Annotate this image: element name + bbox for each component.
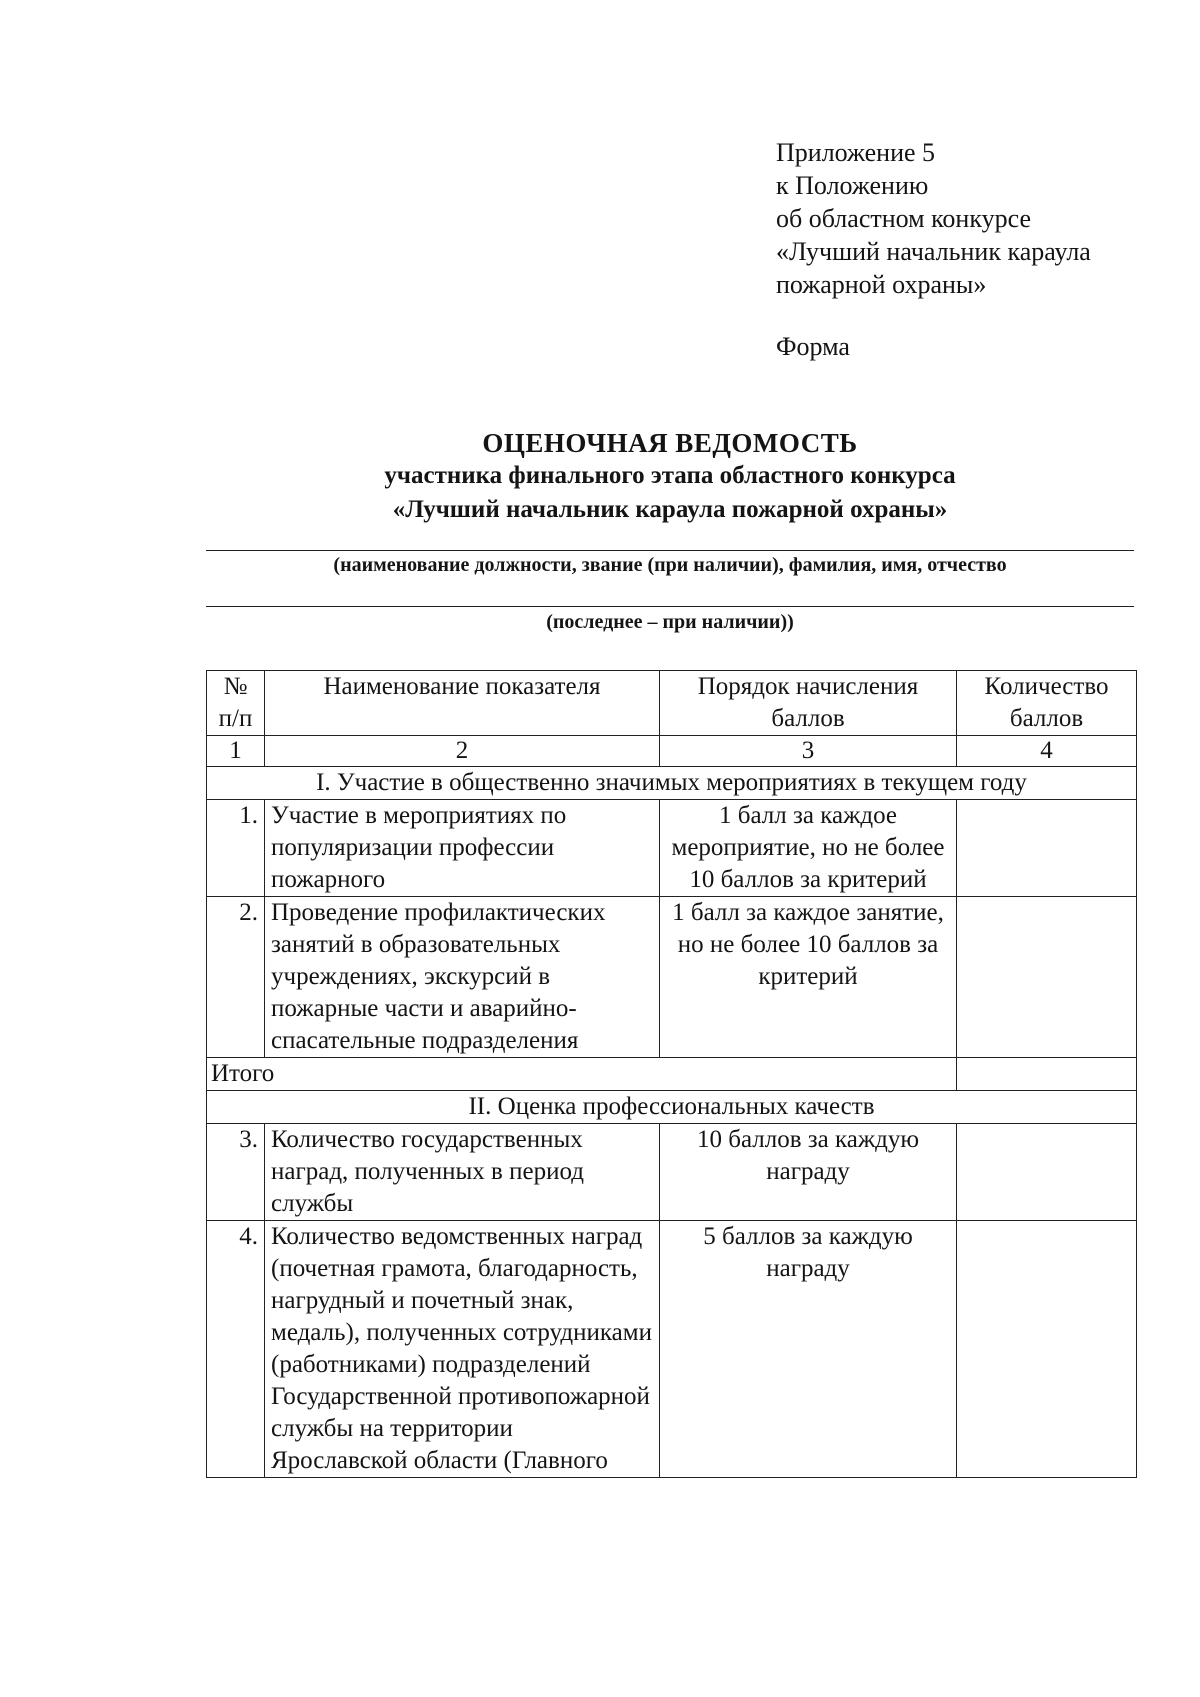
fill-in-caption: (последнее – при наличии)) — [546, 611, 794, 633]
fill-in-line — [206, 606, 1134, 607]
appendix-block — [776, 136, 1091, 363]
column-number: 2 — [265, 736, 660, 767]
table-row — [207, 1124, 1137, 1221]
row-indicator: Количество ведомственных наград (почетная грамота, благодарность, нагрудный и почетный знак, медаль), полученных сотрудниками (работниками) подразделений Государственной противопожарной службы на территории Ярославской области (Главного — [265, 1221, 660, 1478]
row-indicator: Участие в мероприятиях по популяризации профессии пожарного — [265, 800, 660, 897]
appendix-line: «Лучший начальник караула — [776, 237, 1091, 266]
appendix-line: об областном конкурсе — [776, 204, 1031, 233]
document-title: ОЦЕНОЧНАЯ ВЕДОМОСТЬ — [482, 428, 858, 458]
fill-in-caption: (наименование должности, звание (при наличии), фамилия, имя, отчество — [333, 554, 1007, 576]
row-indicator: Проведение профилактических занятий в образовательных учреждениях, экскурсий в пожарные части и аварийно-спасательные подразделения — [265, 897, 660, 1058]
section-title: II. Оценка профессиональных качеств — [207, 1091, 1137, 1124]
row-points-cell[interactable] — [957, 897, 1137, 1058]
appendix-line: к Положению — [776, 171, 929, 200]
column-number-row — [207, 736, 1137, 767]
table-row — [207, 897, 1137, 1058]
header-indicator: Наименование показателя — [265, 671, 660, 736]
row-num: 2. — [207, 897, 265, 1058]
row-procedure: 1 балл за каждое мероприятие, но не более 10 баллов за критерий — [660, 800, 957, 897]
total-points-cell[interactable] — [957, 1058, 1137, 1091]
row-num: 1. — [207, 800, 265, 897]
header-procedure: Порядок начисления баллов — [660, 671, 957, 736]
row-points-cell[interactable] — [957, 1221, 1137, 1478]
row-procedure: 10 баллов за каждую награду — [660, 1124, 957, 1221]
document-subtitle: участника финального этапа областного конкурса — [384, 462, 956, 489]
appendix-line: Приложение 5 — [776, 138, 936, 167]
column-number: 4 — [957, 736, 1137, 767]
fill-in-line — [206, 550, 1134, 551]
table-row — [207, 800, 1137, 897]
column-number: 1 — [207, 736, 265, 767]
document-subtitle-contest: «Лучший начальник караула пожарной охраны» — [392, 496, 948, 523]
score-table — [206, 670, 1137, 1478]
table-row — [207, 1221, 1137, 1478]
total-label: Итого — [207, 1058, 957, 1091]
row-num: 3. — [207, 1124, 265, 1221]
row-indicator: Количество государственных наград, полученных в период службы — [265, 1124, 660, 1221]
row-points-cell[interactable] — [957, 1124, 1137, 1221]
total-row — [207, 1058, 1137, 1091]
section-row — [207, 1091, 1137, 1124]
row-num: 4. — [207, 1221, 265, 1478]
table-header-row — [207, 671, 1137, 736]
row-procedure: 5 баллов за каждую награду — [660, 1221, 957, 1478]
appendix-line: пожарной охраны» — [776, 270, 987, 299]
header-points: Количество баллов — [957, 671, 1137, 736]
form-label: Форма — [776, 332, 850, 361]
column-number: 3 — [660, 736, 957, 767]
row-points-cell[interactable] — [957, 800, 1137, 897]
header-num: № п/п — [207, 671, 265, 736]
section-row — [207, 767, 1137, 800]
section-title: I. Участие в общественно значимых мероприятиях в текущем году — [207, 767, 1137, 800]
row-procedure: 1 балл за каждое занятие, но не более 10 баллов за критерий — [660, 897, 957, 1058]
